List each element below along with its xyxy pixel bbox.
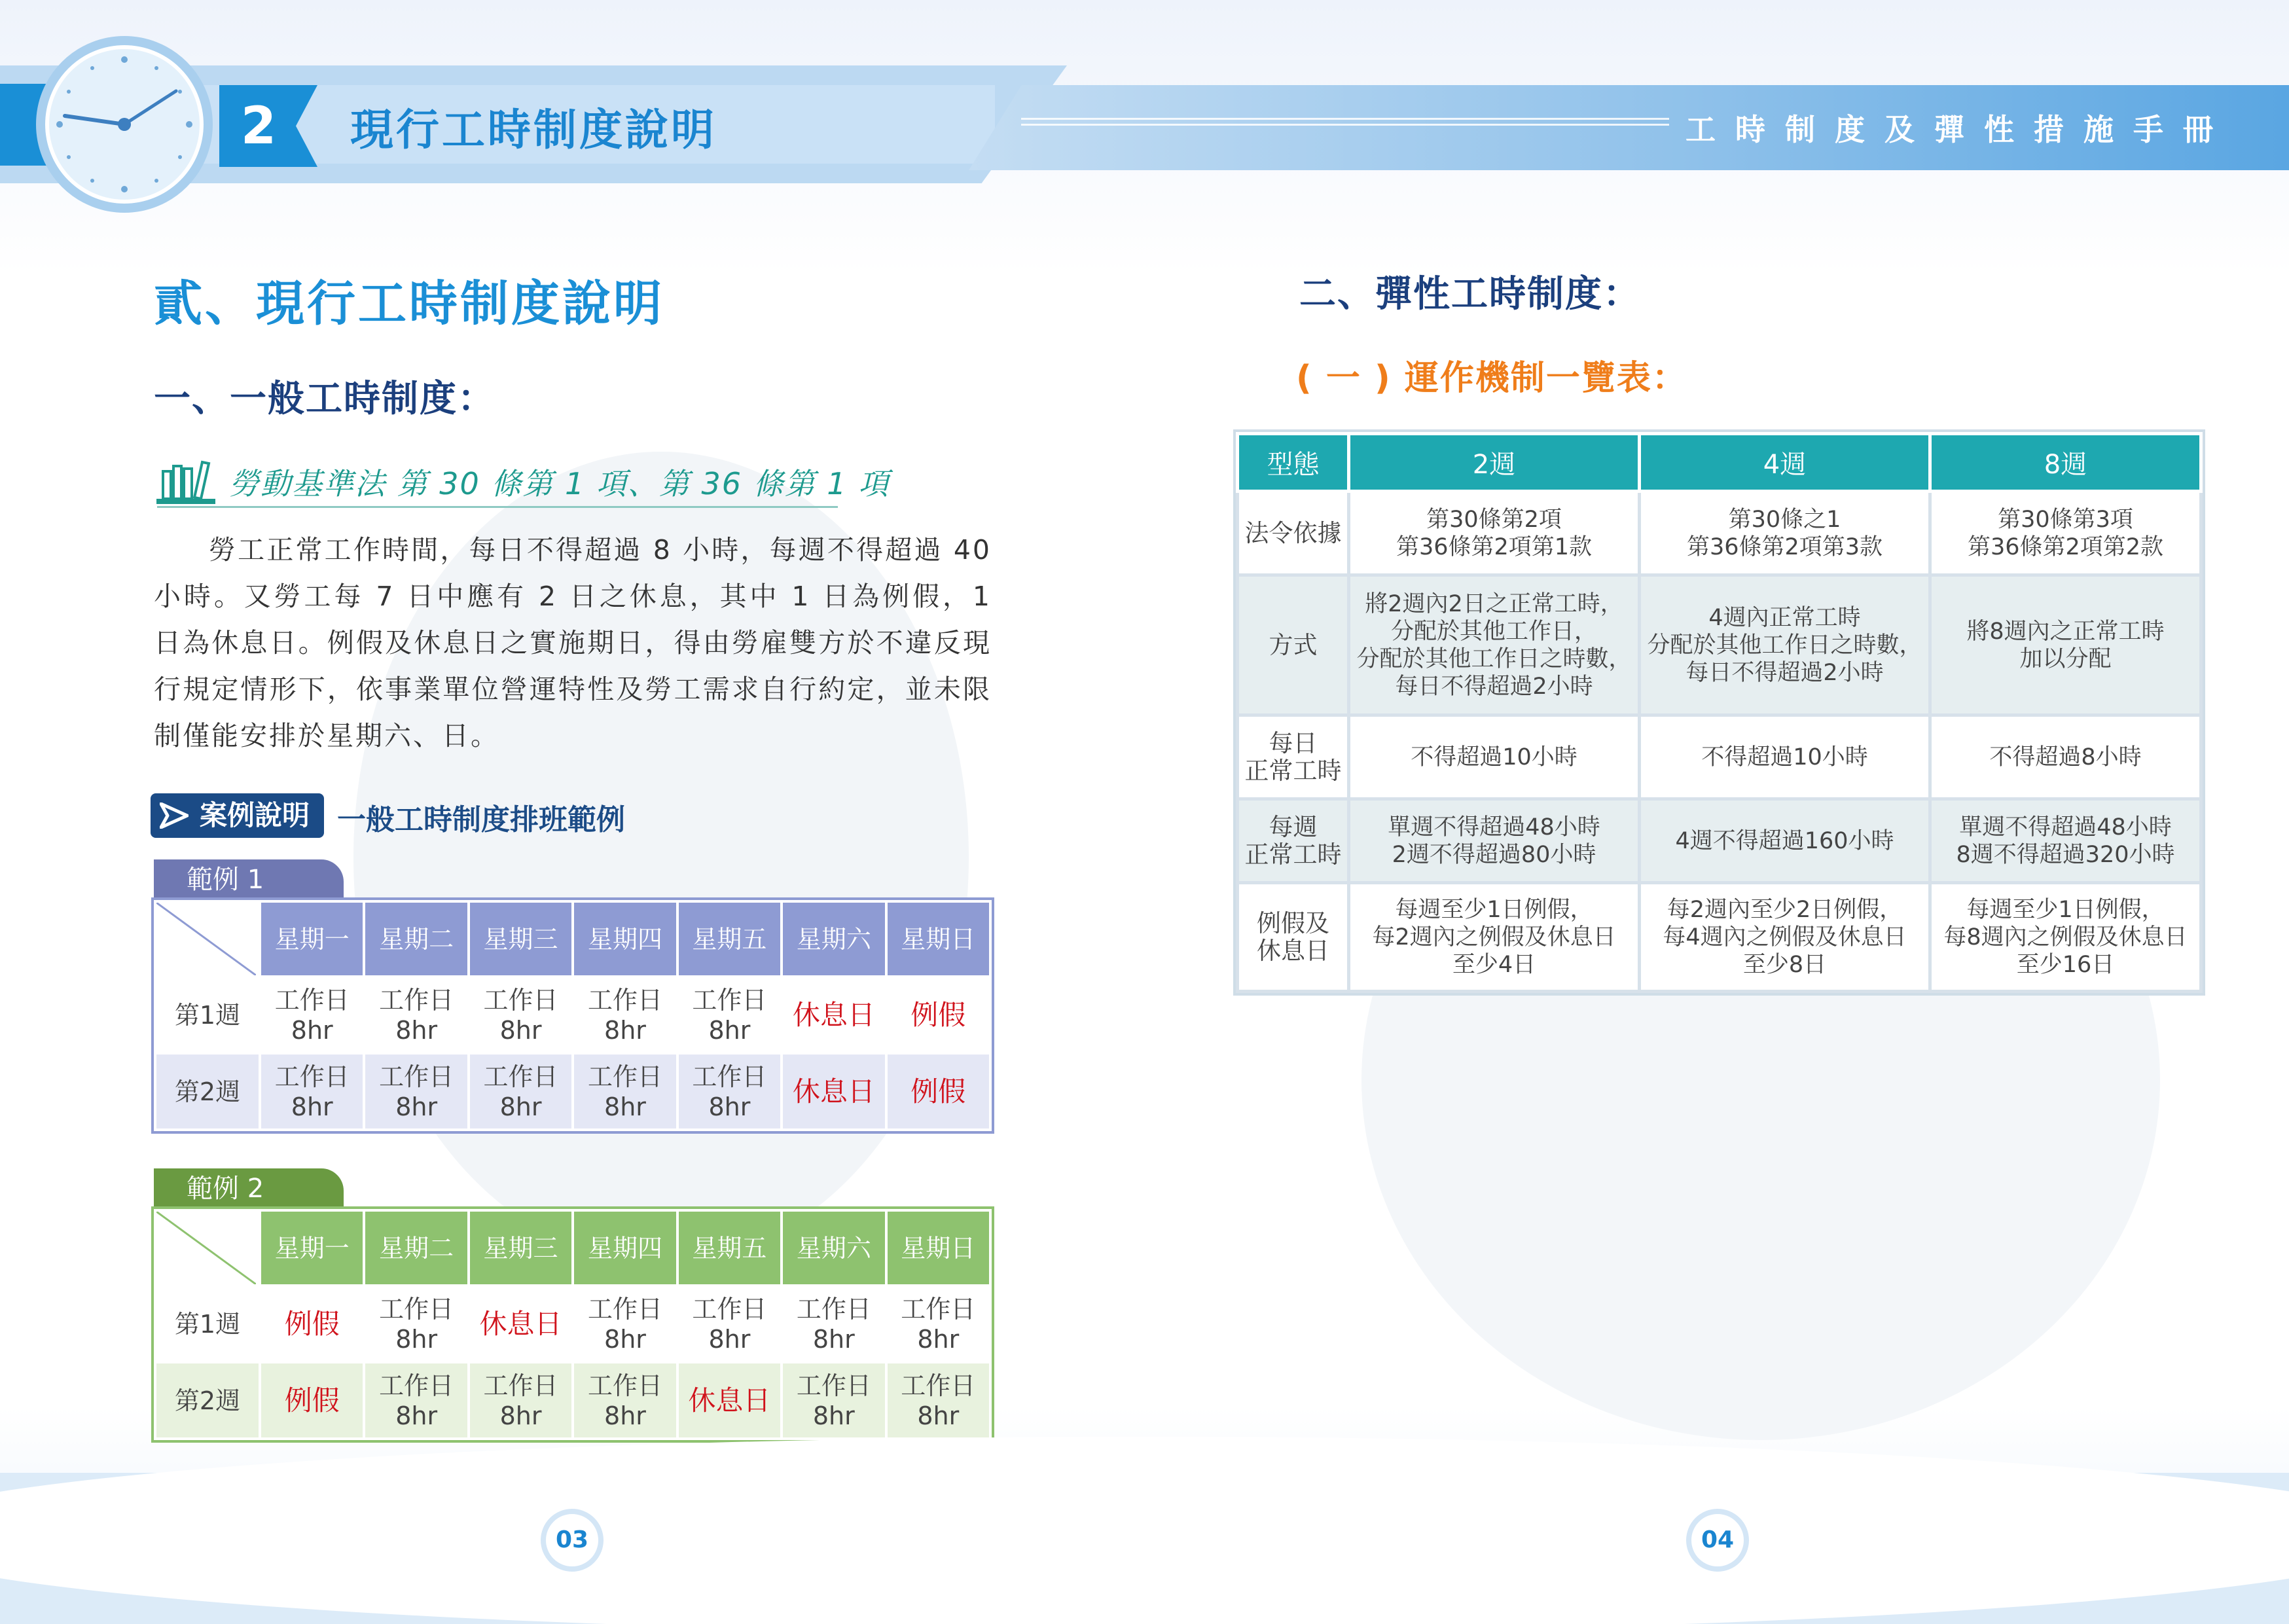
table-cell xyxy=(1930,799,2201,883)
cell-line: 4週不得超過160小時 xyxy=(1675,827,1894,854)
schedule-row xyxy=(155,1286,990,1362)
cell-line: 第36條第2項第2款 xyxy=(1967,533,2164,560)
hours: 8hr xyxy=(499,1092,542,1121)
case-tag xyxy=(151,793,324,838)
table-cell xyxy=(1930,715,2201,799)
law-reference: 勞動基準法 第 30 條第 1 項、第 36 條第 1 項 xyxy=(229,466,890,501)
table-cell xyxy=(1640,715,1930,799)
schedule-cell xyxy=(886,977,990,1053)
column-header: 8週 xyxy=(1930,434,2201,492)
hours: 8hr xyxy=(604,1324,646,1354)
hours: 8hr xyxy=(395,1324,438,1354)
cell-line: 第30條第2項 xyxy=(1426,506,1562,533)
row-label-line: 例假及 xyxy=(1257,909,1329,937)
handbook-title: 工時制度及彈性措施手冊 xyxy=(1685,112,2233,147)
schedule-cell xyxy=(469,1053,573,1130)
law-reference-underline xyxy=(157,506,838,508)
day-type: 工作日 xyxy=(274,1062,350,1091)
schedule-cell xyxy=(469,1362,573,1439)
chapter-title: 現行工時制度說明 xyxy=(350,105,717,155)
example2-table xyxy=(154,1209,992,1440)
arrow-icon xyxy=(160,803,189,829)
schedule-cell xyxy=(677,1286,782,1362)
week-label: 第1週 xyxy=(155,977,260,1053)
day-header: 星期一 xyxy=(260,901,364,977)
hours: 8hr xyxy=(291,1015,333,1045)
schedule-cell xyxy=(364,1286,468,1362)
row-label-line: 每週 xyxy=(1269,812,1318,841)
schedule-cell xyxy=(260,1362,364,1439)
example1-table xyxy=(154,900,992,1131)
schedule-cell xyxy=(364,977,468,1053)
schedule-cell xyxy=(782,1286,886,1362)
day-type: 工作日 xyxy=(274,985,350,1015)
row-label xyxy=(1238,492,1349,575)
hours: 8hr xyxy=(708,1092,751,1121)
schedule-cell xyxy=(677,1053,782,1130)
day-type: 工作日 xyxy=(379,1062,454,1091)
law-books-icon xyxy=(154,458,219,511)
case-tag-label: 案例說明 xyxy=(200,799,310,831)
schedule-cell xyxy=(782,1362,886,1439)
day-type: 例假 xyxy=(910,1075,966,1108)
schedule-cell xyxy=(677,1362,782,1439)
day-header: 星期日 xyxy=(886,901,990,977)
table-row xyxy=(1238,799,2201,883)
table-cell xyxy=(1930,492,2201,575)
day-type: 休息日 xyxy=(792,1075,875,1108)
cell-line: 每日不得超過2小時 xyxy=(1395,673,1593,700)
day-type: 例假 xyxy=(910,998,966,1031)
table-cell xyxy=(1640,799,1930,883)
cell-line: 每日不得超過2小時 xyxy=(1685,659,1884,686)
row-label-line: 法令依據 xyxy=(1244,518,1342,547)
row-label-line: 方式 xyxy=(1269,630,1318,659)
hours: 8hr xyxy=(604,1015,646,1045)
cell-line: 每8週內之例假及休息日 xyxy=(1943,924,2188,950)
day-type: 工作日 xyxy=(587,1371,662,1400)
hours: 8hr xyxy=(812,1401,855,1430)
row-label xyxy=(1238,883,1349,992)
main-heading: 貳、現行工時制度說明 xyxy=(154,276,664,332)
day-type: 工作日 xyxy=(483,1062,558,1091)
schedule-cell xyxy=(782,1053,886,1130)
day-type: 工作日 xyxy=(692,985,767,1015)
day-type: 工作日 xyxy=(901,1371,976,1400)
section-heading-general: 一、一般工時制度： xyxy=(154,378,496,420)
schedule-row xyxy=(155,977,990,1053)
week-label: 第2週 xyxy=(155,1053,260,1130)
day-type: 休息日 xyxy=(688,1384,771,1416)
cell-line: 不得超過10小時 xyxy=(1701,744,1868,770)
table-cell xyxy=(1349,883,1640,992)
table-cell xyxy=(1640,883,1930,992)
table-row xyxy=(1238,883,2201,992)
table-row xyxy=(1238,575,2201,715)
flexible-hours-table xyxy=(1236,432,2203,993)
schedule-cell xyxy=(260,977,364,1053)
cell-line: 至少4日 xyxy=(1452,951,1536,978)
example2-tab: 範例 2 xyxy=(154,1168,344,1209)
header-decor-lines xyxy=(1021,118,1669,137)
table-cell xyxy=(1640,492,1930,575)
day-type: 工作日 xyxy=(796,1294,871,1324)
day-type: 工作日 xyxy=(379,1371,454,1400)
cell-line: 至少8日 xyxy=(1742,951,1827,978)
table-cell xyxy=(1349,715,1640,799)
hours: 8hr xyxy=(395,1015,438,1045)
hours: 8hr xyxy=(291,1092,333,1121)
schedule-cell xyxy=(260,1286,364,1362)
hours: 8hr xyxy=(812,1324,855,1354)
row-label-line: 正常工時 xyxy=(1244,756,1342,785)
hours: 8hr xyxy=(395,1401,438,1430)
day-type: 休息日 xyxy=(792,998,875,1031)
row-label-line: 每日 xyxy=(1269,729,1318,757)
day-header: 星期四 xyxy=(573,1210,677,1286)
sub-heading-overview: ( 一 ) 運作機制一覽表： xyxy=(1296,359,1687,398)
schedule-cell xyxy=(886,1286,990,1362)
table-cell xyxy=(1349,492,1640,575)
day-header: 星期六 xyxy=(782,901,886,977)
row-label xyxy=(1238,575,1349,715)
cell-line: 加以分配 xyxy=(2019,645,2112,672)
schedule-cell xyxy=(573,1053,677,1130)
week-label: 第2週 xyxy=(155,1362,260,1439)
cell-line: 第36條第2項第1款 xyxy=(1396,533,1593,560)
schedule-cell xyxy=(469,1286,573,1362)
hours: 8hr xyxy=(604,1092,646,1121)
day-type: 工作日 xyxy=(587,1062,662,1091)
cell-line: 第30條第3項 xyxy=(1998,506,2133,533)
cell-line: 每週至少1日例假， xyxy=(1966,896,2165,923)
table-cell xyxy=(1349,575,1640,715)
day-header: 星期二 xyxy=(364,1210,468,1286)
schedule-cell xyxy=(886,1053,990,1130)
schedule-cell xyxy=(782,977,886,1053)
hours: 8hr xyxy=(708,1324,751,1354)
example1-tab: 範例 1 xyxy=(154,859,344,900)
cell-line: 不得超過8小時 xyxy=(1989,744,2142,770)
hours: 8hr xyxy=(395,1092,438,1121)
day-type: 工作日 xyxy=(692,1294,767,1324)
week-label: 第1週 xyxy=(155,1286,260,1362)
cell-line: 分配於其他工作日， xyxy=(1390,618,1597,645)
footer-wave-curve xyxy=(0,1437,2289,1624)
day-header: 星期日 xyxy=(886,1210,990,1286)
cell-line: 2週不得超過80小時 xyxy=(1392,841,1596,868)
cell-line: 單週不得超過48小時 xyxy=(1959,814,2172,840)
schedule-cell xyxy=(573,977,677,1053)
schedule-cell xyxy=(886,1362,990,1439)
day-type: 工作日 xyxy=(483,985,558,1015)
corner-cell xyxy=(155,901,260,977)
hours: 8hr xyxy=(499,1401,542,1430)
table-cell xyxy=(1349,799,1640,883)
cell-line: 分配於其他工作日之時數， xyxy=(1647,632,1922,659)
day-header: 星期四 xyxy=(573,901,677,977)
page-number-right: 04 xyxy=(1686,1509,1749,1572)
table-cell xyxy=(1930,575,2201,715)
clock-icon xyxy=(36,36,213,213)
day-type: 工作日 xyxy=(587,1294,662,1324)
schedule-cell xyxy=(260,1053,364,1130)
day-type: 工作日 xyxy=(901,1294,976,1324)
day-type: 工作日 xyxy=(483,1371,558,1400)
day-type: 休息日 xyxy=(479,1307,562,1340)
day-header: 星期一 xyxy=(260,1210,364,1286)
day-type: 工作日 xyxy=(379,985,454,1015)
row-label xyxy=(1238,715,1349,799)
cell-line: 單週不得超過48小時 xyxy=(1388,814,1600,840)
column-header: 4週 xyxy=(1640,434,1930,492)
hours: 8hr xyxy=(499,1015,542,1045)
day-header: 星期三 xyxy=(469,901,573,977)
cell-line: 分配於其他工作日之時數， xyxy=(1356,645,1632,672)
cell-line: 將2週內2日之正常工時， xyxy=(1365,590,1623,617)
day-type: 工作日 xyxy=(692,1062,767,1091)
day-type: 工作日 xyxy=(587,985,662,1015)
cell-line: 4週內正常工時 xyxy=(1708,604,1861,631)
body-paragraph: 勞工正常工作時間，每日不得超過 8 小時，每週不得超過 40 小時。又勞工每 7 日中應有 2 日之休息，其中 1 日為例假，1 日為休息日。例假及休息日之實施期日，得由勞雇雙方於不違反現行規定情形下，依事業單位營運特性及勞工需求自行約定，並未限制僅能安排於星期六、日。 xyxy=(154,534,992,751)
cell-line: 第36條第2項第3款 xyxy=(1686,533,1883,560)
cell-line: 8週不得超過320小時 xyxy=(1956,841,2175,868)
table-cell xyxy=(1640,575,1930,715)
schedule-cell xyxy=(469,977,573,1053)
day-header: 星期五 xyxy=(677,901,782,977)
day-header: 星期二 xyxy=(364,901,468,977)
corner-cell xyxy=(155,1210,260,1286)
schedule-cell xyxy=(677,977,782,1053)
day-type: 例假 xyxy=(284,1384,340,1416)
hours: 8hr xyxy=(604,1401,646,1430)
column-header: 2週 xyxy=(1349,434,1640,492)
row-label xyxy=(1238,799,1349,883)
table-row xyxy=(1238,715,2201,799)
cell-line: 至少16日 xyxy=(2016,951,2115,978)
schedule-cell xyxy=(573,1362,677,1439)
schedule-row xyxy=(155,1362,990,1439)
day-header: 星期三 xyxy=(469,1210,573,1286)
cell-line: 每2週內之例假及休息日 xyxy=(1372,924,1616,950)
day-header: 星期六 xyxy=(782,1210,886,1286)
schedule-cell xyxy=(364,1053,468,1130)
table-row xyxy=(1238,492,2201,575)
schedule-row xyxy=(155,1053,990,1130)
cell-line: 將8週內之正常工時 xyxy=(1966,618,2165,645)
row-label-line: 正常工時 xyxy=(1244,840,1342,869)
hours: 8hr xyxy=(917,1324,960,1354)
cell-line: 每2週內至少2日例假， xyxy=(1667,896,1903,923)
section-heading-flexible: 二、彈性工時制度： xyxy=(1299,273,1641,316)
cell-line: 第30條之1 xyxy=(1728,506,1841,533)
day-type: 例假 xyxy=(284,1307,340,1340)
cell-line: 每週至少1日例假， xyxy=(1395,896,1593,923)
schedule-cell xyxy=(573,1286,677,1362)
day-type: 工作日 xyxy=(796,1371,871,1400)
page-number-left: 03 xyxy=(541,1509,604,1572)
chapter-number: 2 xyxy=(240,97,277,156)
cell-line: 不得超過10小時 xyxy=(1411,744,1577,770)
table-cell xyxy=(1930,883,2201,992)
hours: 8hr xyxy=(708,1015,751,1045)
cell-line: 每4週內之例假及休息日 xyxy=(1663,924,1907,950)
row-label-line: 休息日 xyxy=(1257,936,1329,965)
case-description: 一般工時制度排班範例 xyxy=(337,803,625,837)
column-header: 型態 xyxy=(1238,434,1349,492)
day-type: 工作日 xyxy=(379,1294,454,1324)
hours: 8hr xyxy=(917,1401,960,1430)
day-header: 星期五 xyxy=(677,1210,782,1286)
schedule-cell xyxy=(364,1362,468,1439)
